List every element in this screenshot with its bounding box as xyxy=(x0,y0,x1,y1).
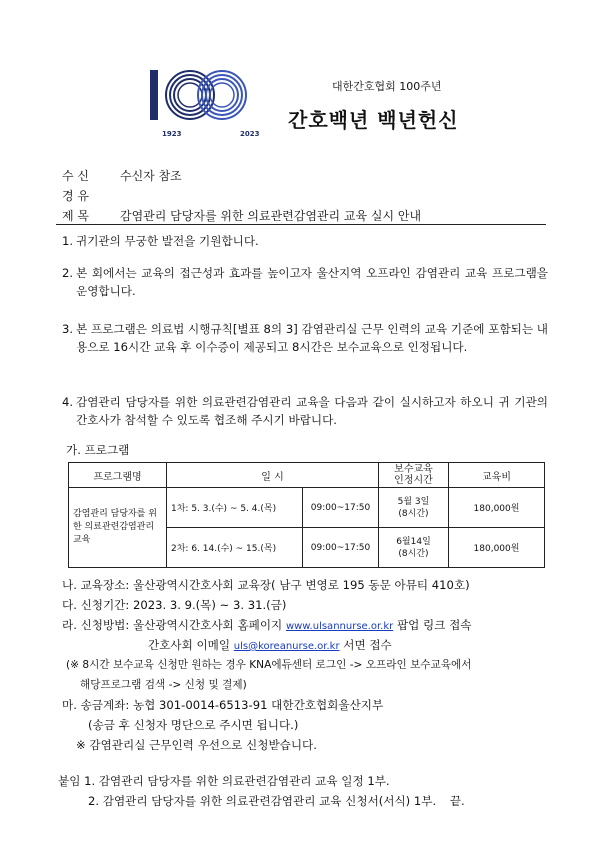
subject-label: 제 목 xyxy=(62,209,89,223)
logo-ring-right xyxy=(198,71,246,119)
program-name-cell: 감염관리 담당자를 위한 의료관련감염관리 교육 xyxy=(69,488,167,568)
via-label: 경 유 xyxy=(62,189,89,203)
session-cell: 1차: 5. 3.(수) ~ 5. 4.(목) xyxy=(167,488,303,528)
via-row xyxy=(62,187,542,203)
col-credit: 보수교육 인정시간 xyxy=(379,463,449,488)
session-cell: 2차: 6. 14.(수) ~ 15.(목) xyxy=(167,528,303,568)
col-program-name: 프로그램명 xyxy=(69,463,167,488)
recipient-value: 수신자 참조 xyxy=(120,169,182,183)
email-line: 간호사회 이메일 uls@koreanurse.or.kr 서면 접수 xyxy=(148,638,392,652)
col-fee: 교육비 xyxy=(449,463,545,488)
centennial-logo xyxy=(140,66,260,142)
attachment-label: 붙임 xyxy=(58,774,81,788)
homepage-link[interactable]: www.ulsannurse.or.kr xyxy=(285,621,394,632)
method-line: 라. 신청방법: 울산광역시간호사회 홈페이지 www.ulsannurse.or.kr 팝업 링크 접속 xyxy=(62,618,472,632)
priority-note: ※ 감염관리실 근무인력 우선으로 신청받습니다. xyxy=(76,738,317,752)
program-table xyxy=(68,462,545,568)
logo-year-start: 1923 xyxy=(162,130,182,138)
col-schedule: 일 시 xyxy=(167,463,379,488)
note-line-1: (※ 8시간 보수교육 신청만 원하는 경우 KNA에듀센터 로그인 -> 오프라인 보수교육에서 xyxy=(66,659,472,671)
subject-value: 감염관리 담당자를 위한 의료관련감염관리 교육 실시 안내 xyxy=(120,209,422,223)
time-cell: 09:00~17:50 xyxy=(303,528,379,568)
credit-cell: 6월14일 (8시간) xyxy=(379,528,449,568)
period-line: 다. 신청기간: 2023. 3. 9.(목) ~ 3. 31.(금) xyxy=(62,598,287,612)
recipient-label: 수 신 xyxy=(62,169,89,183)
paragraph-3: 3. 본 프로그램은 의료법 시행규칙[별표 8의 3] 감염관리실 근무 인력의 교육 기준에 포함되는 내용으로 16시간 교육 후 이수증이 제공되고 8시간은 보수교육으로 인정됩니다. xyxy=(62,322,548,354)
logo-digit-one xyxy=(150,70,158,120)
note-line-2: 해당프로그램 검색 -> 신청 및 결제) xyxy=(80,679,247,691)
header-divider xyxy=(56,224,546,225)
paragraph-1-text: 귀기관의 무궁한 발전을 기원합니다. xyxy=(76,234,259,248)
program-heading: 가. 프로그램 xyxy=(66,443,130,457)
fee-cell: 180,000원 xyxy=(449,528,545,568)
attachment-1: 붙임 1. 감염관리 담당자를 위한 의료관련감염관리 교육 일정 1부. xyxy=(58,774,390,788)
org-centennial-line: 대한간호협회 100주년 xyxy=(332,80,442,93)
logo-year-end: 2023 xyxy=(240,130,260,138)
attachment-2: 2. 감염관리 담당자를 위한 의료관련감염관리 교육 신청서(서식) 1부. 끝. xyxy=(88,794,465,808)
fee-cell: 180,000원 xyxy=(449,488,545,528)
paragraph-2: 2. 본 회에서는 교육의 접근성과 효과를 높이고자 울산지역 오프라인 감염관리 교육 프로그램을 운영합니다. xyxy=(62,266,548,298)
end-mark: 끝. xyxy=(449,794,465,808)
paragraph-1: 1. 귀기관의 무궁한 발전을 기원합니다. xyxy=(62,232,548,250)
recipient-row xyxy=(62,167,542,183)
slogan: 간호백년 백년헌신 xyxy=(288,108,459,132)
subject-row xyxy=(62,207,542,223)
credit-cell: 5월 3일 (8시간) xyxy=(379,488,449,528)
paragraph-4: 4. 감염관리 담당자를 위한 의료관련감염관리 교육을 다음과 같이 실시하고자 하오니 귀 기관의 간호사가 참석할 수 있도록 협조해 주시기 바랍니다. xyxy=(62,395,548,427)
table-row xyxy=(69,488,545,528)
location-line: 나. 교육장소: 울산광역시간호사회 교육장( 남구 변영로 195 동문 아뮤티 410호) xyxy=(62,578,470,592)
time-cell: 09:00~17:50 xyxy=(303,488,379,528)
account-line: 마. 송금계좌: 농협 301-0014-6513-91 대한간호협회울산지부 xyxy=(62,698,384,712)
paragraph-3-text: 본 프로그램은 의료법 시행규칙[별표 8의 3] 감염관리실 근무 인력의 교육 기준에 포함되는 내용으로 16시간 교육 후 이수증이 제공되고 8시간은 보수교육으로 인정됩니다. xyxy=(76,322,548,354)
paragraph-2-text: 본 회에서는 교육의 접근성과 효과를 높이고자 울산지역 오프라인 감염관리 교육 프로그램을 운영합니다. xyxy=(76,266,548,298)
paragraph-4-text: 감염관리 담당자를 위한 의료관련감염관리 교육을 다음과 같이 실시하고자 하오니 귀 기관의 간호사가 참석할 수 있도록 협조해 주시기 바랍니다. xyxy=(76,395,548,427)
table-header-row xyxy=(69,463,545,488)
account-note: (송금 후 신청자 명단으로 주시면 됩니다.) xyxy=(88,718,299,732)
email-link[interactable]: uls@koreanurse.or.kr xyxy=(233,641,340,652)
